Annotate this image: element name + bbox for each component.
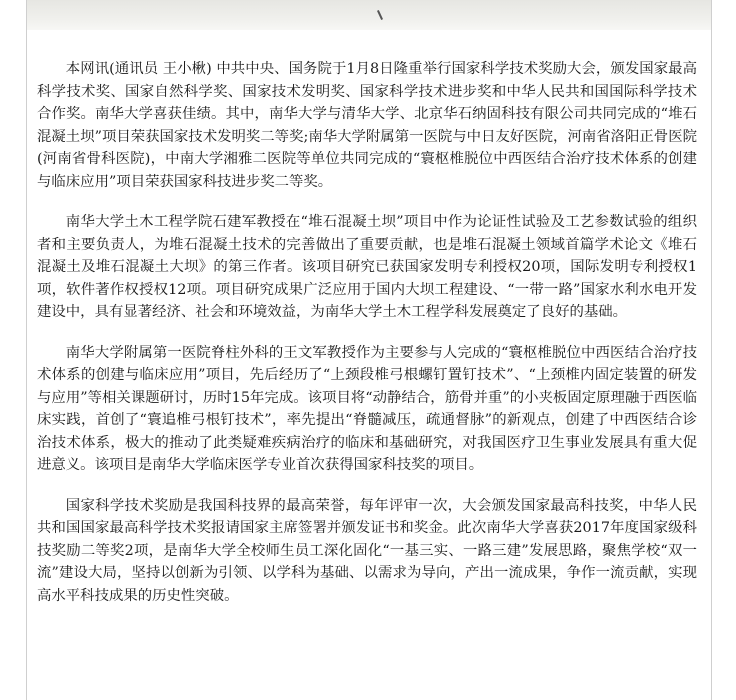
article-body [37, 58, 697, 625]
article-paragraph-1: 本网讯(通讯员 王小楸) 中共中央、国务院于1月8日隆重举行国家科学技术奖励大会，颁发国家最高科学技术奖、国家自然科学奖、国家技术发明奖、国家科学技术进步奖和中华人民共和国国际科学技术合作奖。南华大学喜获佳绩。其中，南华大学与清华大学、北京华石纳固科技有限公司共同完成的“堆石混凝土坝”项目荣获国家技术发明奖二等奖;南华大学附属第一医院与中日友好医院，河南省洛阳正骨医院(河南省骨科医院)，中南大学湘雅二医院等单位共同完成的“寰枢椎脱位中西医结合治疗技术体系的创建与临床应用”项目荣获国家科技进步奖二等奖。 [37, 61, 697, 190]
article-paragraph-4: 国家科学技术奖励是我国科技界的最高荣誉，每年评审一次，大会颁发国家最高科技奖，中华人民共和国国家最高科学技术奖报请国家主席签署并颁发证书和奖金。此次南华大学喜获2017年度国家级科技奖励二等奖2项，是南华大学全校师生员工深化固化“一基三实、一路三建”发展思路，聚焦学校“双一流”建设大局，坚持以创新为引领、以学科为基础、以需求为导向，产出一流成果，争作一流贡献，实现高水平科技成果的历史性突破。 [37, 497, 697, 604]
article-paragraph-2: 南华大学土木工程学院石建军教授在“堆石混凝土坝”项目中作为论证性试验及工艺参数试验的组织者和主要负责人，为堆石混凝土技术的完善做出了重要贡献，也是堆石混凝土领域首篇学术论文《堆石混凝土及堆石混凝土大坝》的第三作者。该项目研究已获国家发明专利授权20项，国际发明专利授权1项，软件著作权授权12项。项目研究成果广泛应用于国内大坝工程建设、“一带一路”国家水利水电开发建设中，具有显著经济、社会和环境效益，为南华大学土木工程学科发展奠定了良好的基础。 [37, 214, 697, 320]
article-paragraph-3: 南华大学附属第一医院脊柱外科的王文军教授作为主要参与人完成的“寰枢椎脱位中西医结合治疗技术体系的创建与临床应用”项目，先后经历了“上颈段椎弓根螺钉置钉技术”、“上颈椎内固定装置的研发与应用”等相关课题研讨，历时15年完成。该项目将“动静结合，筋骨并重”的小夹板固定原理融于西医临床实践，首创了“寰追椎弓根钉技术”，率先提出“脊髓减压，疏通督脉”的新观点，创建了中西医结合诊治技术体系，极大的推动了此类疑难疾病治疗的临床和基础研究，对我国医疗卫生事业发展具有重大促进意义。该项目是南华大学临床医学专业首次获得国家科技奖的项目。 [37, 344, 697, 473]
article-frame [26, 0, 712, 700]
photo-detail [377, 10, 383, 20]
article-photo-strip [27, 0, 711, 30]
